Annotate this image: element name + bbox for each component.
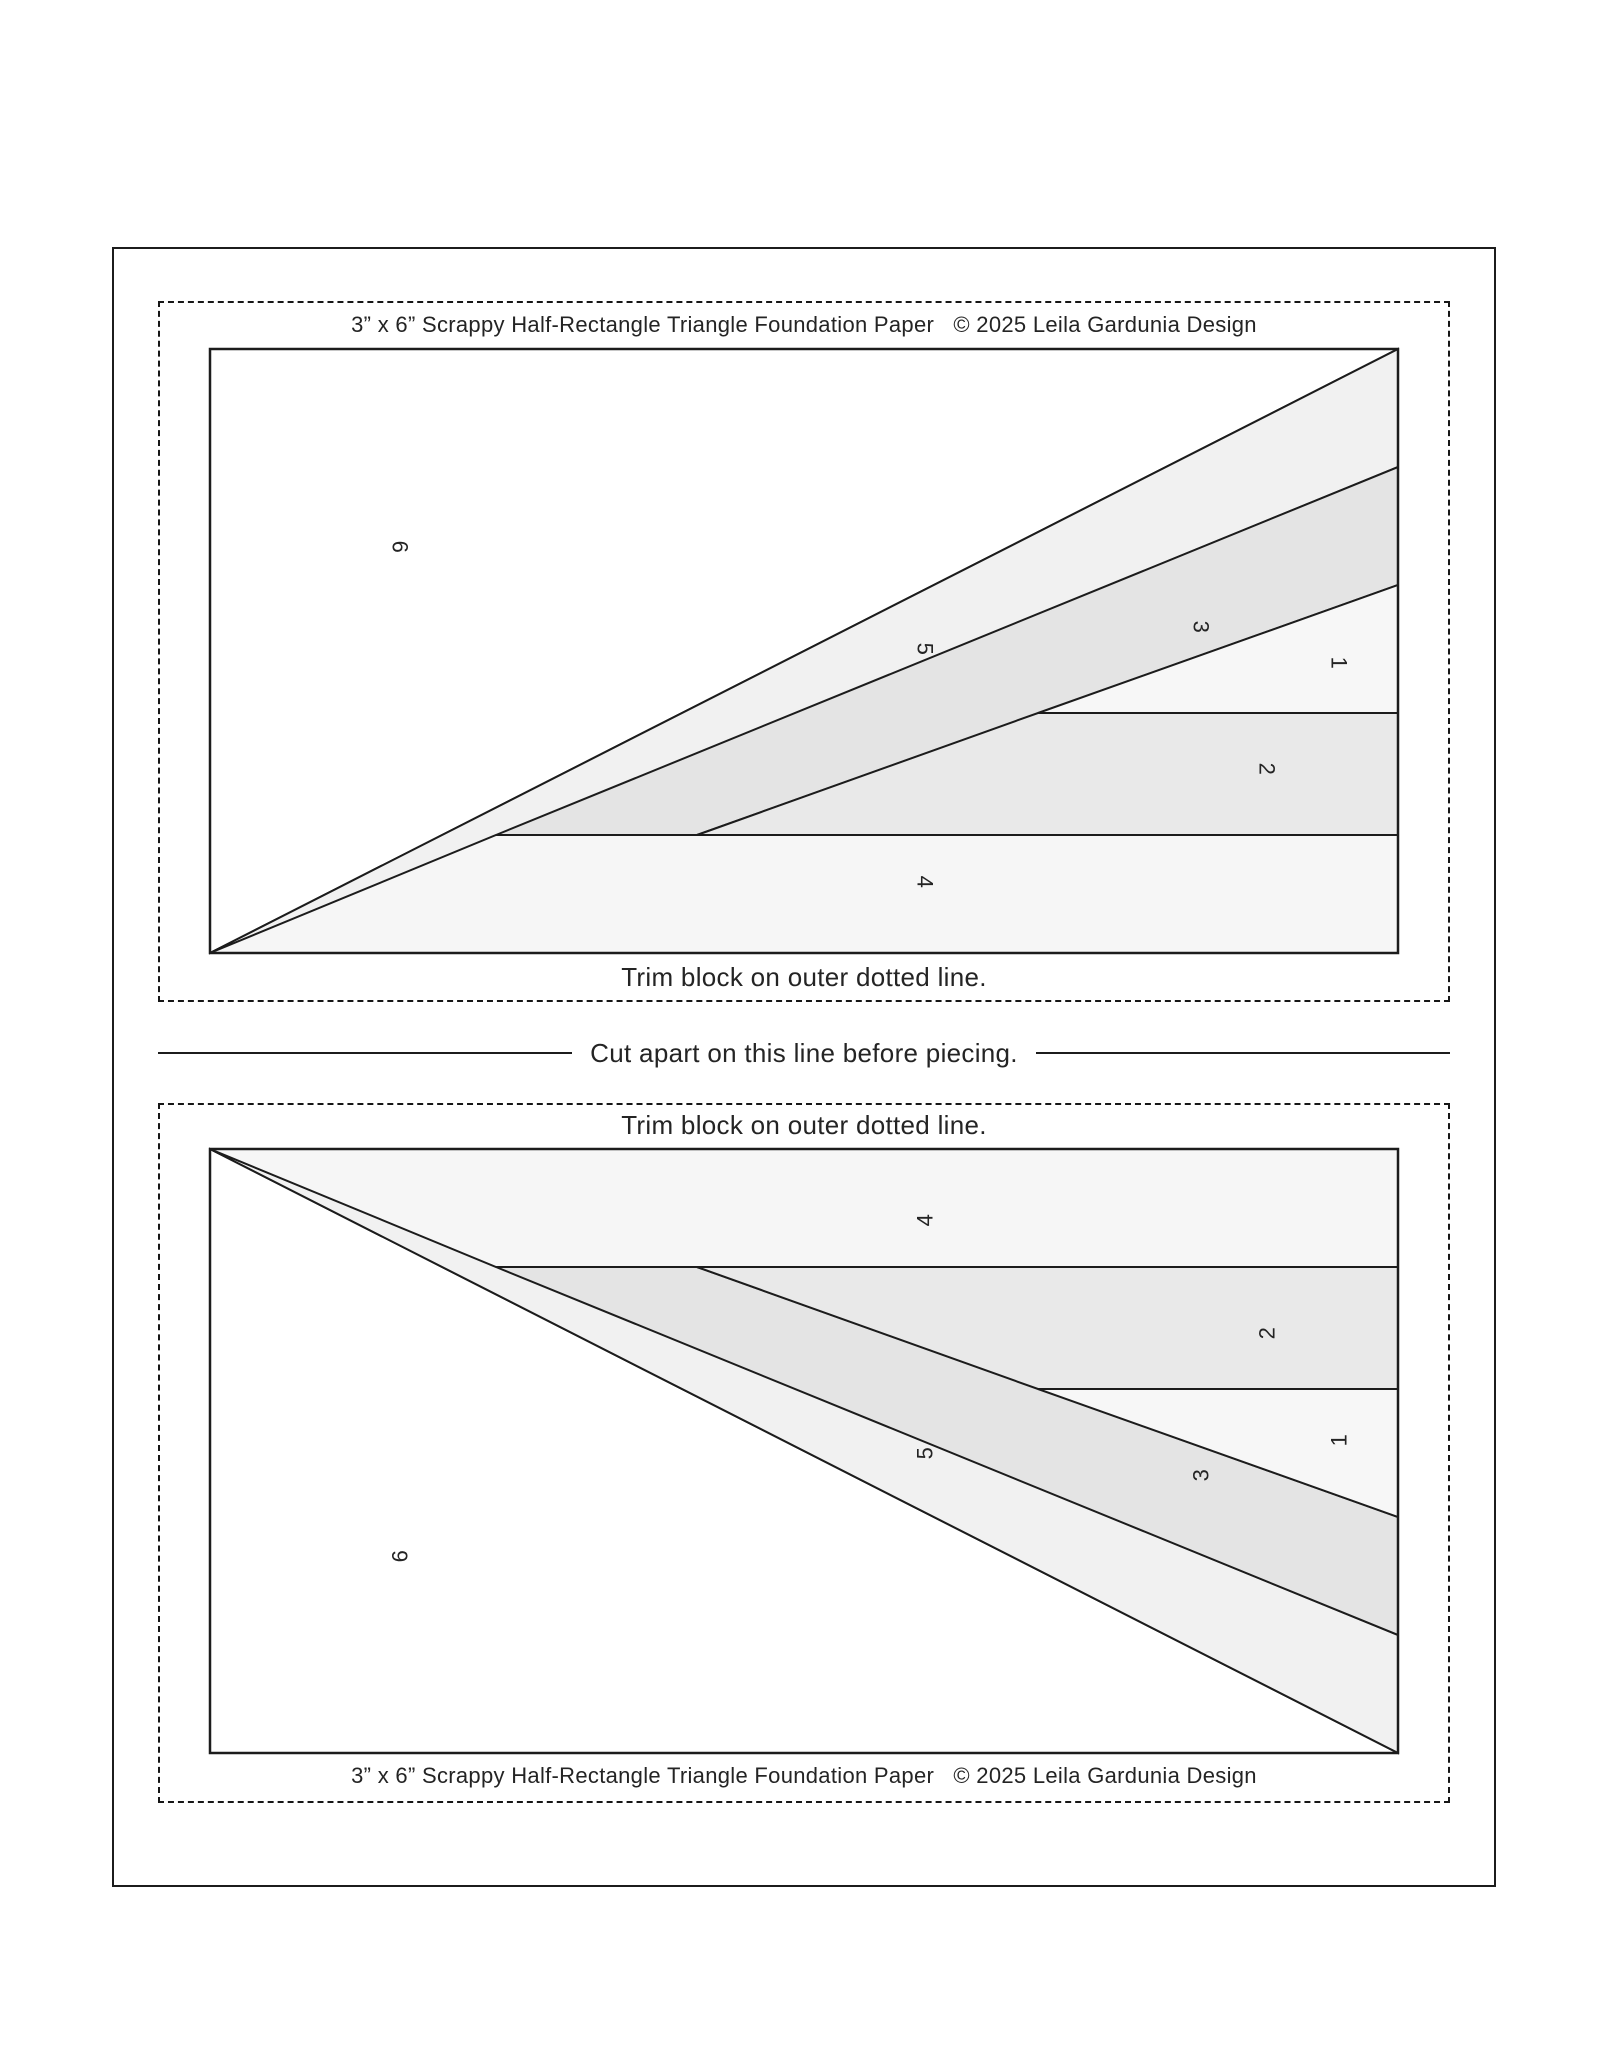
- piece-1-label: 1: [1326, 656, 1352, 670]
- bottom-block-title: 3” x 6” Scrappy Half-Rectangle Triangle Foundation Paper © 2025 Leila Gardunia Design: [351, 1763, 1257, 1788]
- piece-1-label: 1: [1326, 1433, 1352, 1447]
- piece-2-label: 2: [1254, 1326, 1280, 1340]
- cut-apart-label: Cut apart on this line before piecing.: [590, 1037, 1018, 1068]
- piece-3-label: 3: [1188, 620, 1214, 634]
- bottom-block-trim-note: Trim block on outer dotted line.: [621, 1110, 987, 1140]
- top-block-trim-note: Trim block on outer dotted line.: [621, 962, 987, 992]
- piece-3-label: 3: [1188, 1468, 1214, 1482]
- cut-line-left: [158, 1052, 572, 1054]
- bottom-block-diagram: [210, 1149, 1398, 1753]
- piece-5-label: 5: [912, 642, 938, 656]
- top-block-title: 3” x 6” Scrappy Half-Rectangle Triangle Foundation Paper © 2025 Leila Gardunia Design: [351, 312, 1257, 337]
- piece-4-label: 4: [912, 875, 938, 889]
- cut-apart-line-row: [158, 1038, 1450, 1068]
- top-block-diagram: [210, 349, 1398, 953]
- piece-6-label: 6: [387, 1549, 413, 1563]
- piece-6-label: 6: [387, 540, 413, 554]
- piece-4-label: 4: [912, 1213, 938, 1227]
- cut-line-right: [1036, 1052, 1450, 1054]
- piece-2-label: 2: [1254, 762, 1280, 776]
- piece-5-label: 5: [912, 1446, 938, 1460]
